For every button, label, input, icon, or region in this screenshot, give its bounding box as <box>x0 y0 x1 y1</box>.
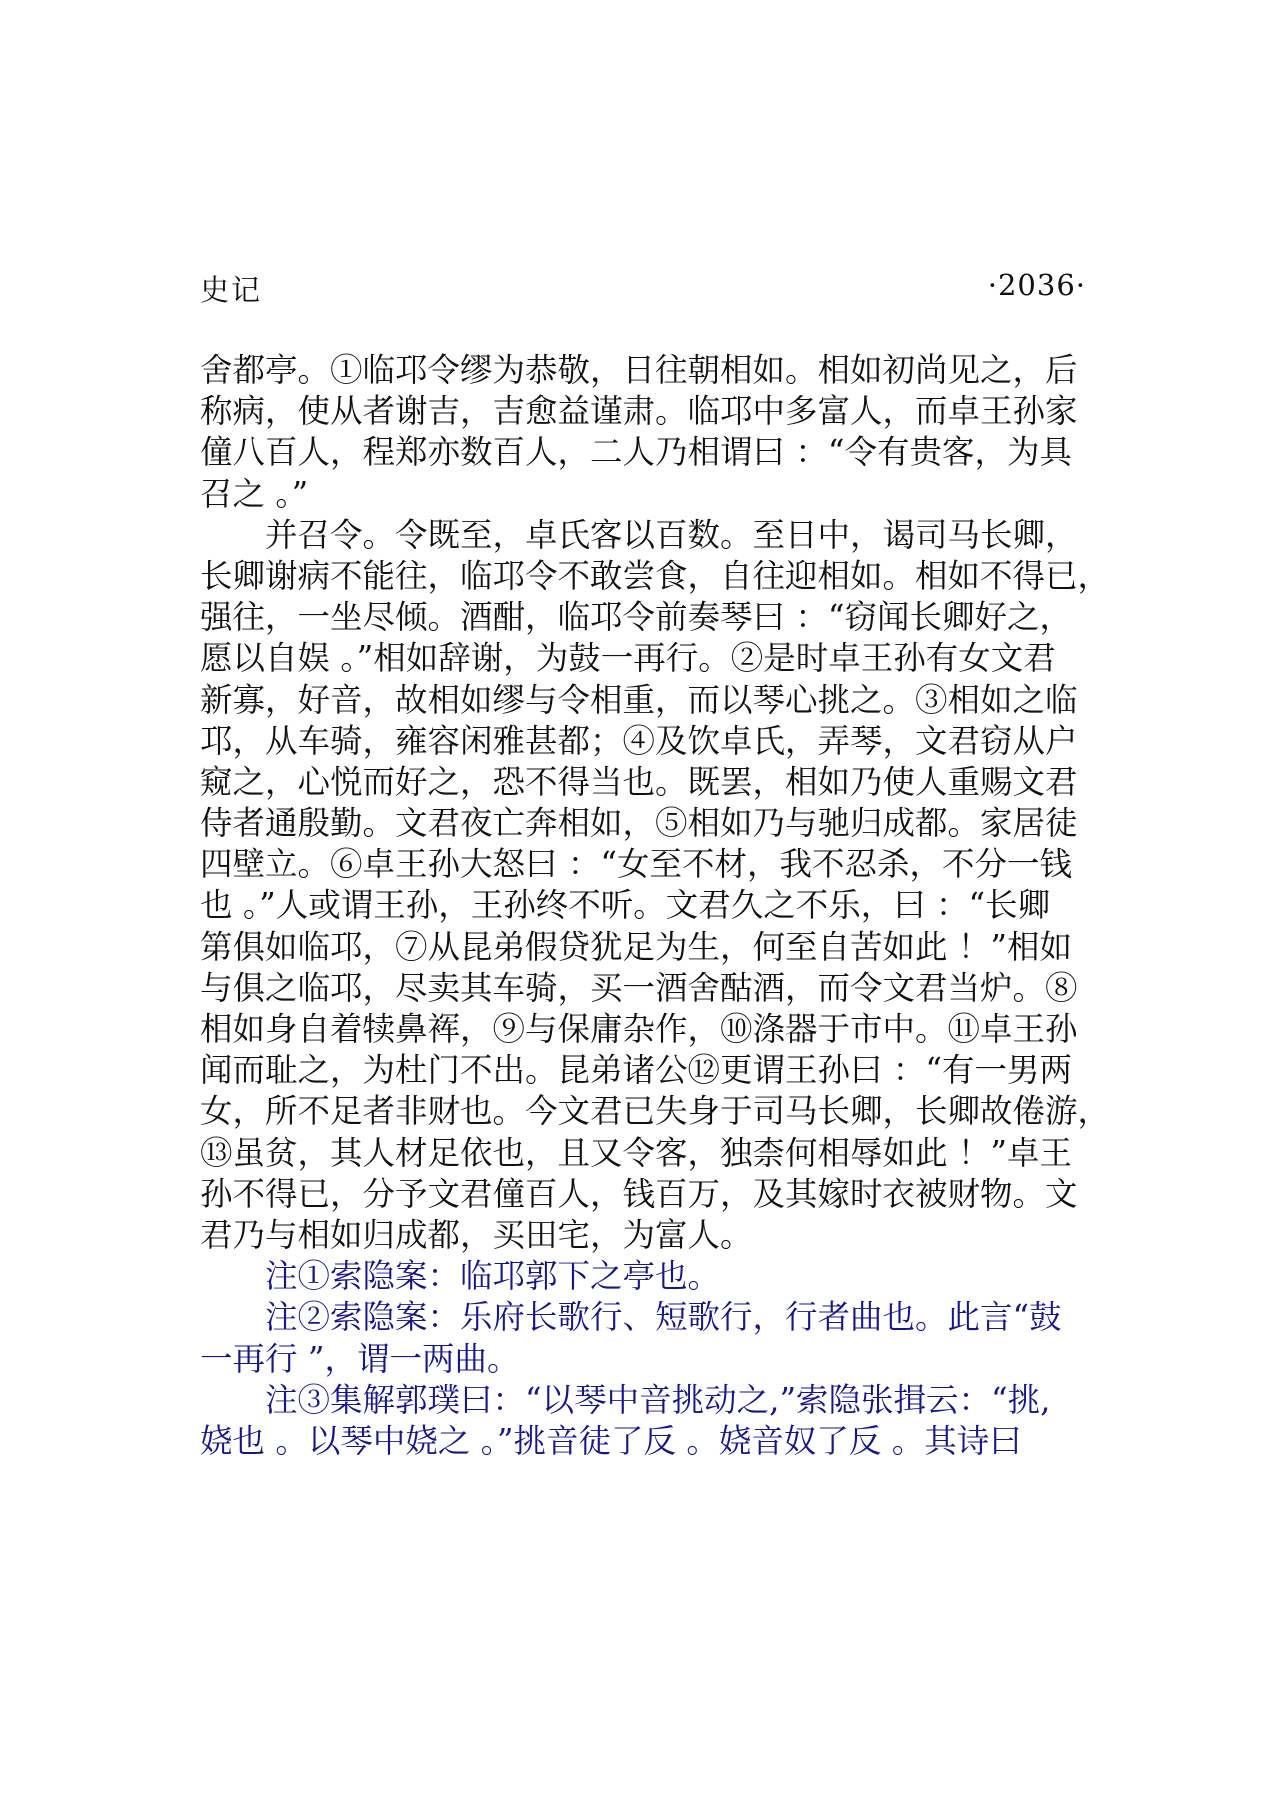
page-header <box>200 268 1086 312</box>
text-line: 舍都亭。①临邛令缪为恭敬，日往朝相如。相如初尚见之，后 <box>200 351 1078 389</box>
text-line: ⑬虽贫，其人材足依也，且又令客，独柰何相辱如此 ！”卓王 <box>200 1133 1072 1172</box>
text-line: 四壁立。⑥卓王孙大怒曰 ：“女至不材，我不忍杀，不分一钱 <box>200 845 1072 884</box>
text-line: 相如身自着犊鼻裈，⑨与保庸杂作，⑩涤器于市中。⑪卓王孙 <box>200 1010 1078 1048</box>
text-line: 也 。”人或谓王孙，王孙终不听。文君久之不乐，曰 ：“长卿 <box>200 886 1051 925</box>
note-line: 娆也 。以琴中娆之 。”挑音徒了反 。娆音奴了反 。其诗曰 <box>200 1421 1022 1460</box>
text-line: 并召令。令既至，卓氏客以百数。至日中，谒司马长卿， <box>265 515 1078 554</box>
text-line: 新寡，好音，故相如缪与令相重，而以琴心挑之。③相如之临 <box>200 680 1078 719</box>
text-line: 女，所不足者非财也。今文君已失身于司马长卿，长卿故倦游， <box>200 1092 1111 1131</box>
text-line: 与俱之临邛，尽卖其车骑，买一酒舍酤酒，而令文君当炉。⑧ <box>200 968 1078 1007</box>
text-line: 邛，从车骑，雍容闲雅甚都；④及饮卓氏，弄琴，文君窃从户 <box>200 721 1078 760</box>
text-line: 僮八百人，程郑亦数百人，二人乃相谓曰 ：“令有贵客，为具 <box>200 433 1072 472</box>
text-line: 召之 。” <box>200 474 309 513</box>
text-line: 闻而耻之，为杜门不出。昆弟诸公⑫更谓王孙曰 ：“有一男两 <box>200 1051 1072 1090</box>
note-line: 注③集解郭璞曰：“以琴中音挑动之,”索隐张揖云：“挑, <box>265 1380 1051 1419</box>
note-line: 注②索隐案：乐府长歌行、短歌行，行者曲也。此言“鼓 <box>265 1298 1062 1337</box>
text-line: 窥之，心悦而好之，恐不得当也。既罢，相如乃使人重赐文君 <box>200 762 1078 801</box>
page-number: ·2036· <box>987 268 1086 302</box>
note-line: 注①索隐案：临邛郭下之亭也。 <box>265 1257 721 1296</box>
text-line: 君乃与相如归成都，买田宅，为富人。 <box>200 1215 753 1254</box>
text-line: 第俱如临邛，⑦从昆弟假贷犹足为生，何至自苦如此 ！”相如 <box>200 927 1072 966</box>
text-line: 侍者通殷勤。文君夜亡奔相如，⑤相如乃与驰归成都。家居徒 <box>200 804 1078 843</box>
text-line: 愿以自娱 。”相如辞谢，为鼓一再行。②是时卓王孙有女文君 <box>200 639 1056 678</box>
text-line: 孙不得已，分予文君僮百人，钱百万，及其嫁时衣被财物。文 <box>200 1174 1078 1213</box>
note-line: 一再行 ”，谓一两曲。 <box>200 1339 520 1378</box>
text-line: 长卿谢病不能往，临邛令不敢尝食，自往迎相如。相如不得已， <box>200 556 1111 595</box>
text-line: 称病，使从者谢吉，吉愈益谨肃。临邛中多富人，而卓王孙家 <box>200 392 1078 431</box>
text-line: 强往，一坐尽倾。酒酣，临邛令前奏琴曰 ：“窃闻长卿好之， <box>200 598 1072 637</box>
book-title: 史记 <box>200 273 263 307</box>
body-text <box>200 350 1111 1462</box>
